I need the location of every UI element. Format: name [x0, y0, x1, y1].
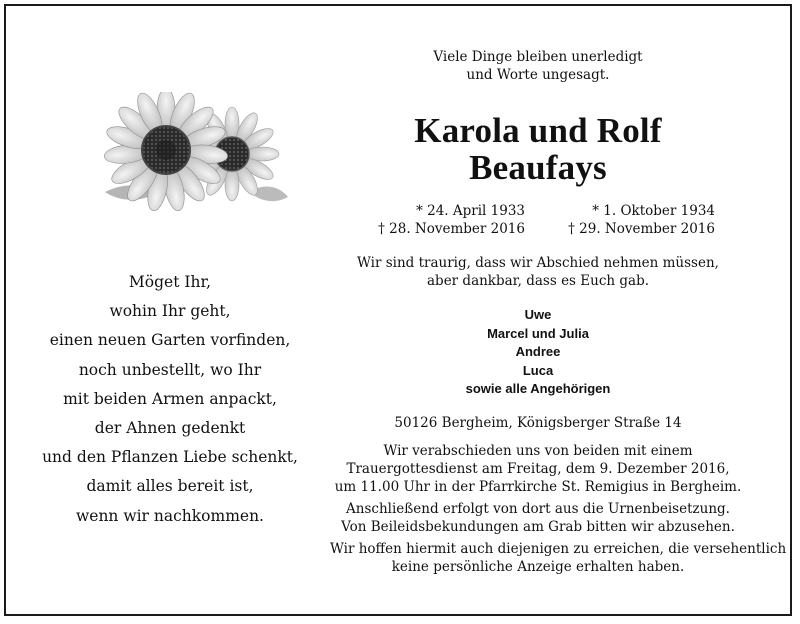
- surname: Beaufays: [469, 148, 607, 187]
- service-line: Wir verabschieden uns von beiden mit einem: [383, 443, 693, 459]
- note-line: keine persönliche Anzeige erhalten haben.: [391, 559, 685, 575]
- mourners: [330, 306, 746, 399]
- sunflowers-icon: [100, 92, 290, 222]
- person1-dates: [360, 202, 525, 238]
- poem-line: Möget Ihr,: [128, 273, 212, 291]
- poem-line: noch unbestellt, wo Ihr: [78, 360, 262, 379]
- burial-line: Von Beileidsbekundungen am Grab bitten wir abzusehen.: [341, 519, 735, 535]
- service-line: um 11.00 Uhr in der Pfarrkirche St. Remigius in Bergheim.: [334, 479, 742, 495]
- grief-text: [330, 254, 746, 290]
- deceased-names: [330, 112, 746, 186]
- service-line: Trauergottesdienst am Freitag, dem 9. Dezember 2016,: [346, 461, 730, 477]
- service-info: [330, 442, 746, 496]
- address: 50126 Bergheim, Königsberger Straße 14: [394, 415, 682, 431]
- poem-line: der Ahnen gedenkt: [94, 419, 246, 438]
- poem-line: einen neuen Garten vorfinden,: [49, 331, 291, 350]
- grief-line: aber dankbar, dass es Euch gab.: [427, 273, 649, 289]
- mourner-name: Luca: [522, 362, 554, 378]
- motto: [330, 48, 746, 84]
- mourner-name: sowie alle Angehörigen: [465, 381, 611, 396]
- poem-line: mit beiden Armen anpackt,: [63, 389, 277, 408]
- motto-line: und Worte ungesagt.: [466, 67, 610, 83]
- person2-died: † 29. November 2016: [568, 221, 715, 237]
- grief-line: Wir sind traurig, dass wir Abschied nehmen müssen,: [357, 255, 719, 271]
- mourner-name: Marcel und Julia: [487, 325, 589, 341]
- poem: [30, 268, 310, 531]
- mourner-name: Uwe: [524, 307, 552, 322]
- person1-born: * 24. April 1933: [416, 203, 525, 219]
- poem-line: damit alles bereit ist,: [86, 477, 254, 496]
- burial-info: [330, 500, 746, 536]
- motto-line: Viele Dinge bleiben unerledigt: [433, 49, 643, 65]
- person2-dates: [545, 202, 715, 238]
- poem-line: wenn wir nachkommen.: [76, 506, 264, 525]
- closing-note: [330, 540, 787, 576]
- note-line: Wir hoffen hiermit auch diejenigen zu erreichen, die versehentlich: [330, 541, 787, 557]
- person1-died: † 28. November 2016: [378, 221, 525, 237]
- burial-line: Anschließend erfolgt von dort aus die Urnenbeisetzung.: [346, 501, 730, 517]
- poem-line: und den Pflanzen Liebe schenkt,: [42, 448, 298, 467]
- names-line: Karola und Rolf: [414, 111, 662, 150]
- poem-line: wohin Ihr geht,: [109, 302, 231, 321]
- mourner-name: Andree: [515, 344, 561, 359]
- person2-born: * 1. Oktober 1934: [592, 203, 715, 219]
